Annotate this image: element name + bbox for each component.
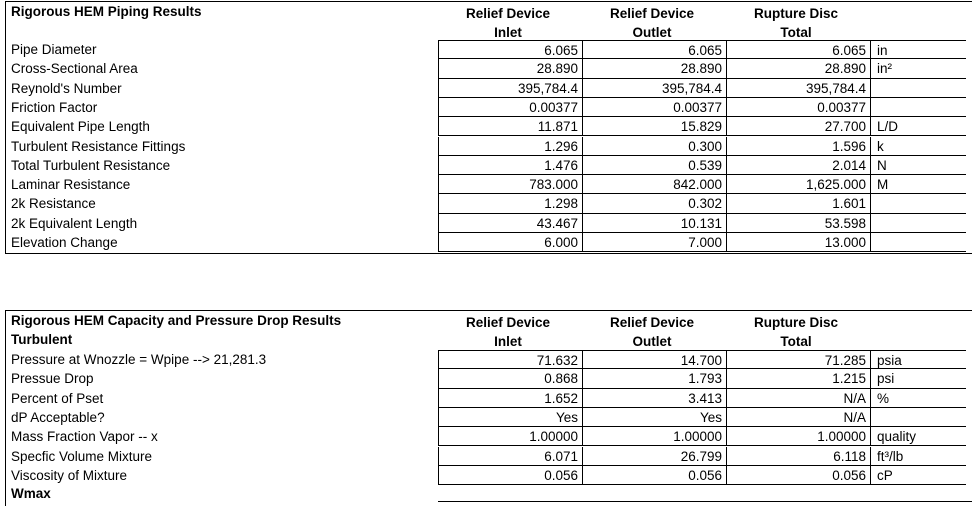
column-header-line2: Inlet xyxy=(494,25,522,40)
outlet-value-cell[interactable]: 842.000 xyxy=(582,175,726,194)
unit-cell xyxy=(870,408,966,427)
total-value-cell[interactable]: 6.065 xyxy=(726,40,870,59)
unit-cell: quality xyxy=(870,427,966,446)
row-label: Laminar Resistance xyxy=(11,177,131,193)
row-label: Pressure at Wnozzle = Wpipe --> 21,281.3 xyxy=(11,352,267,367)
row-label: Pressue Drop xyxy=(11,371,94,387)
total-value-cell[interactable]: 0.056 xyxy=(726,466,870,485)
row-label: Pipe Diameter xyxy=(11,42,97,57)
unit-cell xyxy=(870,233,966,252)
inlet-value-cell[interactable]: 0.868 xyxy=(438,369,582,388)
row-label: Elevation Change xyxy=(11,235,118,250)
table-title: Rigorous HEM Capacity and Pressure Drop Results xyxy=(11,313,342,328)
unit-cell: % xyxy=(870,389,966,408)
outlet-value-cell[interactable]: 3.413 xyxy=(582,389,726,408)
footer-divider xyxy=(438,501,972,502)
total-value-cell[interactable]: 71.285 xyxy=(726,350,870,369)
outlet-value-cell[interactable]: 0.00377 xyxy=(582,98,726,117)
total-value-cell[interactable]: 6.118 xyxy=(726,447,870,466)
row-label: Mass Fraction Vapor -- x xyxy=(11,429,158,445)
total-value-cell[interactable]: 2.014 xyxy=(726,156,870,175)
table-title: Rigorous HEM Piping Results xyxy=(11,4,202,19)
unit-cell: in² xyxy=(870,59,966,78)
piping-results-table xyxy=(5,1,972,254)
unit-cell: k xyxy=(870,137,966,156)
column-header-line1: Relief Device xyxy=(465,6,551,21)
top-border xyxy=(6,310,972,311)
outlet-value-cell[interactable]: 1.793 xyxy=(582,369,726,388)
inlet-value-cell[interactable]: 1.652 xyxy=(438,389,582,408)
inlet-value-cell[interactable]: 395,784.4 xyxy=(438,79,582,98)
row-label: Cross-Sectional Area xyxy=(11,61,138,77)
column-header-line2: Total xyxy=(780,25,812,40)
unit-cell: in xyxy=(870,40,966,59)
inlet-value-cell[interactable]: Yes xyxy=(438,408,582,427)
unit-cell xyxy=(870,98,966,117)
total-value-cell[interactable]: N/A xyxy=(726,389,870,408)
column-header-line1: Rupture Disc xyxy=(753,6,838,21)
outlet-value-cell[interactable]: 1.00000 xyxy=(582,427,726,446)
unit-cell: N xyxy=(870,156,966,175)
total-value-cell[interactable]: 1.596 xyxy=(726,137,870,156)
total-value-cell[interactable]: 1,625.000 xyxy=(726,175,870,194)
outlet-value-cell[interactable]: 0.539 xyxy=(582,156,726,175)
unit-cell xyxy=(870,79,966,98)
row-label: 2k Equivalent Length xyxy=(11,215,138,231)
column-header-total xyxy=(726,4,866,42)
column-header-line1: Relief Device xyxy=(465,315,551,330)
column-header-line2: Outlet xyxy=(632,334,672,349)
top-border xyxy=(6,1,972,2)
outlet-value-cell[interactable]: 395,784.4 xyxy=(582,79,726,98)
row-label: Reynold's Number xyxy=(11,80,122,96)
column-header-inlet xyxy=(438,4,578,42)
row-label: Specfic Volume Mixture xyxy=(11,448,153,464)
total-value-cell[interactable]: 28.890 xyxy=(726,59,870,78)
unit-cell xyxy=(870,214,966,233)
column-header-line1: Relief Device xyxy=(609,6,695,21)
bottom-border xyxy=(6,253,972,254)
unit-cell: psia xyxy=(870,350,966,369)
column-header-total xyxy=(726,313,866,351)
table-subtitle: Turbulent xyxy=(11,332,73,347)
row-label: dP Acceptable? xyxy=(11,409,105,425)
column-header-inlet xyxy=(438,313,578,351)
outlet-value-cell[interactable]: 10.131 xyxy=(582,214,726,233)
total-value-cell[interactable]: 13.000 xyxy=(726,233,870,252)
total-value-cell[interactable]: 0.00377 xyxy=(726,98,870,117)
column-header-line2: Inlet xyxy=(494,334,522,349)
total-value-cell[interactable]: N/A xyxy=(726,408,870,427)
total-value-cell[interactable]: 53.598 xyxy=(726,214,870,233)
inlet-value-cell[interactable]: 6.065 xyxy=(438,40,582,59)
row-label: Viscosity of Mixture xyxy=(11,467,128,483)
outlet-value-cell[interactable]: 0.300 xyxy=(582,137,726,156)
total-value-cell[interactable]: 1.00000 xyxy=(726,427,870,446)
column-header-line1: Rupture Disc xyxy=(753,315,838,330)
inlet-value-cell[interactable]: 0.056 xyxy=(438,466,582,485)
unit-cell: psi xyxy=(870,369,966,388)
unit-cell: ft³/lb xyxy=(870,447,966,466)
outlet-value-cell[interactable]: 0.056 xyxy=(582,466,726,485)
inlet-value-cell[interactable]: 6.000 xyxy=(438,233,582,252)
outlet-value-cell[interactable]: 14.700 xyxy=(582,350,726,369)
outlet-value-cell[interactable]: 26.799 xyxy=(582,447,726,466)
outlet-value-cell[interactable]: 7.000 xyxy=(582,233,726,252)
inlet-value-cell[interactable]: 1.476 xyxy=(438,156,582,175)
row-label: Turbulent Resistance Fittings xyxy=(11,138,186,154)
inlet-value-cell[interactable]: 0.00377 xyxy=(438,98,582,117)
total-value-cell[interactable]: 395,784.4 xyxy=(726,79,870,98)
unit-cell: M xyxy=(870,175,966,194)
inlet-value-cell[interactable]: 71.632 xyxy=(438,350,582,369)
column-header-outlet xyxy=(582,313,722,351)
total-value-cell[interactable]: 1.601 xyxy=(726,194,870,213)
row-label: Equivalent Pipe Length xyxy=(11,119,150,135)
column-header-outlet xyxy=(582,4,722,42)
unit-cell: L/D xyxy=(870,117,966,136)
total-value-cell[interactable]: 1.215 xyxy=(726,369,870,388)
column-header-line1: Relief Device xyxy=(609,315,695,330)
outlet-value-cell[interactable]: 15.829 xyxy=(582,117,726,136)
inlet-value-cell[interactable]: 43.467 xyxy=(438,214,582,233)
inlet-value-cell[interactable]: 6.071 xyxy=(438,447,582,466)
total-value-cell[interactable]: 27.700 xyxy=(726,117,870,136)
inlet-value-cell[interactable]: 1.00000 xyxy=(438,427,582,446)
outlet-value-cell[interactable]: 28.890 xyxy=(582,59,726,78)
inlet-value-cell[interactable]: 783.000 xyxy=(438,175,582,194)
row-label: Percent of Pset xyxy=(11,390,104,406)
row-label: Friction Factor xyxy=(11,99,98,115)
wmax-label: Wmax xyxy=(11,486,51,501)
outlet-value-cell[interactable]: Yes xyxy=(582,408,726,427)
outlet-value-cell[interactable]: 6.065 xyxy=(582,40,726,59)
outlet-value-cell[interactable]: 0.302 xyxy=(582,194,726,213)
inlet-value-cell[interactable]: 28.890 xyxy=(438,59,582,78)
unit-cell xyxy=(870,194,966,213)
inlet-value-cell[interactable]: 1.298 xyxy=(438,194,582,213)
row-label: Total Turbulent Resistance xyxy=(11,157,171,173)
inlet-value-cell[interactable]: 11.871 xyxy=(438,117,582,136)
column-header-line2: Outlet xyxy=(632,25,672,40)
column-header-line2: Total xyxy=(780,334,812,349)
capacity-pressure-drop-table xyxy=(5,310,972,506)
row-label: 2k Resistance xyxy=(11,196,96,212)
inlet-value-cell[interactable]: 1.296 xyxy=(438,137,582,156)
unit-cell: cP xyxy=(870,466,966,485)
